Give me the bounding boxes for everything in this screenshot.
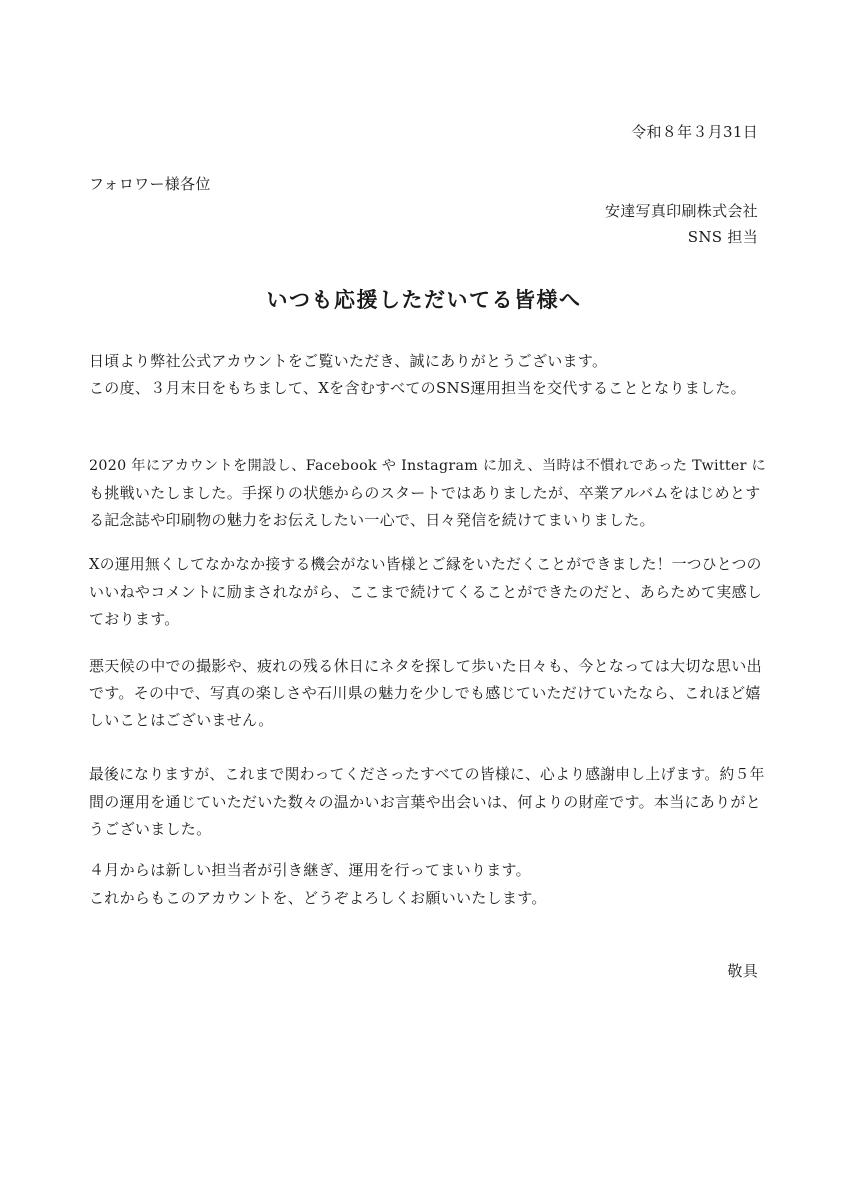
paragraph-line: る記念誌や印刷物の魅力をお伝えしたい一心で、日々発信を続けてまいりました。 (89, 511, 655, 529)
paragraph-line: これからもこのアカウントを、どうぞよろしくお願いいたします。 (89, 889, 547, 907)
sender-department: SNS 担当 (687, 228, 758, 246)
paragraph-line: いいねやコメントに励まされながら、ここまで続けてくることができたのだと、あらためて実感し (89, 583, 763, 601)
letter-recipient: フォロワー様各位 (89, 175, 211, 193)
intro-line: 日頃より弊社公式アカウントをご覧いただき、誠にありがとうございます。 (89, 352, 608, 370)
paragraph-line: ４月からは新しい担当者が引き継ぎ、運用を行ってまいります。 (89, 861, 531, 879)
paragraph-line: しいことはございません。 (89, 711, 274, 729)
letter-closing: 敬具 (727, 962, 758, 980)
paragraph-line: 悪天候の中での撮影や、疲れの残る休日にネタを探して歩いた日々も、今となっては大切な思い出 (89, 657, 762, 675)
paragraph-line: 最後になりますが、これまで関わってくださったすべての皆様に、心より感謝申し上げます。約５年 (89, 766, 765, 783)
intro-line: この度、３月末日をもちまして、Xを含むすべてのSNS運用担当を交代することとなりました。 (89, 379, 746, 397)
paragraph-line: ております。 (89, 610, 180, 628)
paragraph-line: 間の運用を通じていただいた数々の温かいお言葉や出会いは、何よりの財産です。本当にありがと (89, 793, 762, 811)
letter-title: いつも応援しただいてる皆様へ (266, 287, 582, 312)
paragraph-line: Xの運用無くしてなかなか接する機会がない皆様とご縁をいただくことができました！一つひとつの (89, 556, 762, 573)
letter-date: 令和８年３月31日 (631, 123, 758, 141)
paragraph-line: 2020 年にアカウントを開設し、Facebook や Instagram に加え、当時は不慣れであった Twitter に (89, 458, 767, 474)
paragraph-line: です。その中で、写真の楽しさや石川県の魅力を少しでも感じていただけていたなら、これほど嬉 (89, 684, 761, 702)
paragraph-line: うございました。 (89, 820, 212, 838)
sender-company: 安達写真印刷株式会社 (604, 202, 758, 220)
paragraph-line: も挑戦いたしました。手探りの状態からのスタートではありましたが、卒業アルバムをはじめとす (89, 484, 761, 502)
